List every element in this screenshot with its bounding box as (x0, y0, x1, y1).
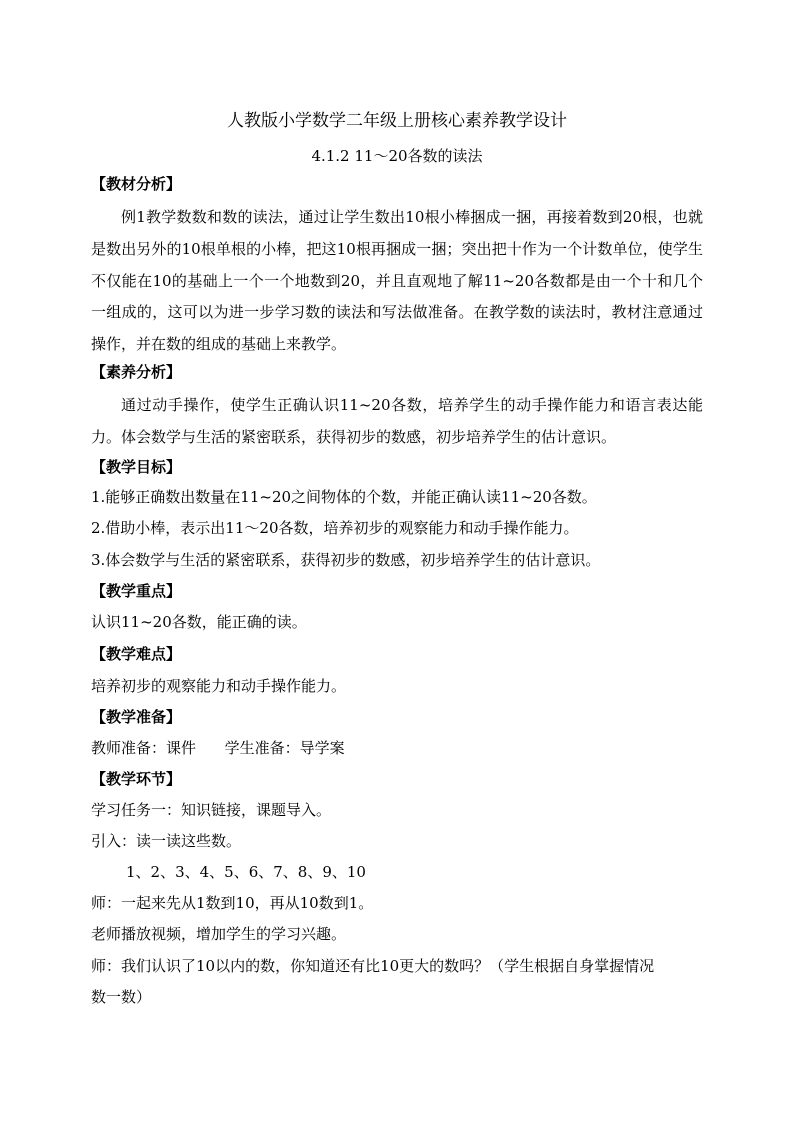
section-heading-key-points: 【教学重点】 (91, 582, 182, 600)
process-line: 数一数） (91, 988, 152, 1006)
literacy-analysis-paragraph: 通过动手操作，使学生正确认识11~20各数，培养学生的动手操作能力和语言表达能力。体会数学与生活的紧密联系，获得初步的数感，初步培养学生的估计意识。 (91, 396, 703, 446)
section-heading-difficulties: 【教学难点】 (91, 645, 182, 663)
section-heading-preparation: 【教学准备】 (91, 708, 182, 726)
section-heading-literacy-analysis: 【素养分析】 (91, 363, 182, 381)
teaching-goal-item: 1.能够正确数出数量在11~20之间物体的个数，并能正确认读11~20各数。 (91, 488, 597, 506)
preparation-text: 教师准备：课件 学生准备：导学案 (91, 739, 345, 757)
document-title: 人教版小学数学二年级上册核心素养教学设计 (227, 111, 567, 131)
textbook-analysis-paragraph: 例1教学数数和数的读法，通过让学生数出10根小棒捆成一捆，再接着数到20根，也就是数出另外的10根单根的小棒，把这10根再捆成一捆；突出把十作为一个计数单位，使学生不仅能在10的基础上一个一个地数到20，并且直观地了解11~20各数都是由一个十和几个一组成的，这可以为进一步学习数的读法和写法做准备。在教学数的读法时，教材注意通过操作，并在数的组成的基础上来教学。 (91, 208, 703, 354)
process-line: 师：一起来先从1数到10，再从10数到1。 (91, 894, 374, 912)
process-line: 师：我们认识了10以内的数，你知道还有比10更大的数吗？（学生根据自身掌握情况 (91, 957, 655, 975)
section-heading-process: 【教学环节】 (91, 770, 182, 788)
section-heading-textbook-analysis: 【教材分析】 (91, 175, 182, 193)
key-points-text: 认识11~20各数，能正确的读。 (91, 613, 307, 631)
process-line: 学习任务一：知识链接，课题导入。 (91, 801, 332, 819)
teaching-goal-item: 3.体会数学与生活的紧密联系，获得初步的数感，初步培养学生的估计意识。 (91, 551, 601, 569)
process-line: 老师播放视频，增加学生的学习兴趣。 (91, 925, 347, 943)
difficulties-text: 培养初步的观察能力和动手操作能力。 (91, 677, 347, 695)
lesson-subtitle: 4.1.2 11～20各数的读法 (311, 147, 483, 165)
number-sequence: 1、2、3、4、5、6、7、8、9、10 (126, 863, 366, 881)
teaching-goal-item: 2.借助小棒，表示出11～20各数，培养初步的观察能力和动手操作能力。 (91, 519, 579, 537)
process-line: 引入：读一读这些数。 (91, 832, 242, 850)
section-heading-teaching-goals: 【教学目标】 (91, 458, 182, 476)
